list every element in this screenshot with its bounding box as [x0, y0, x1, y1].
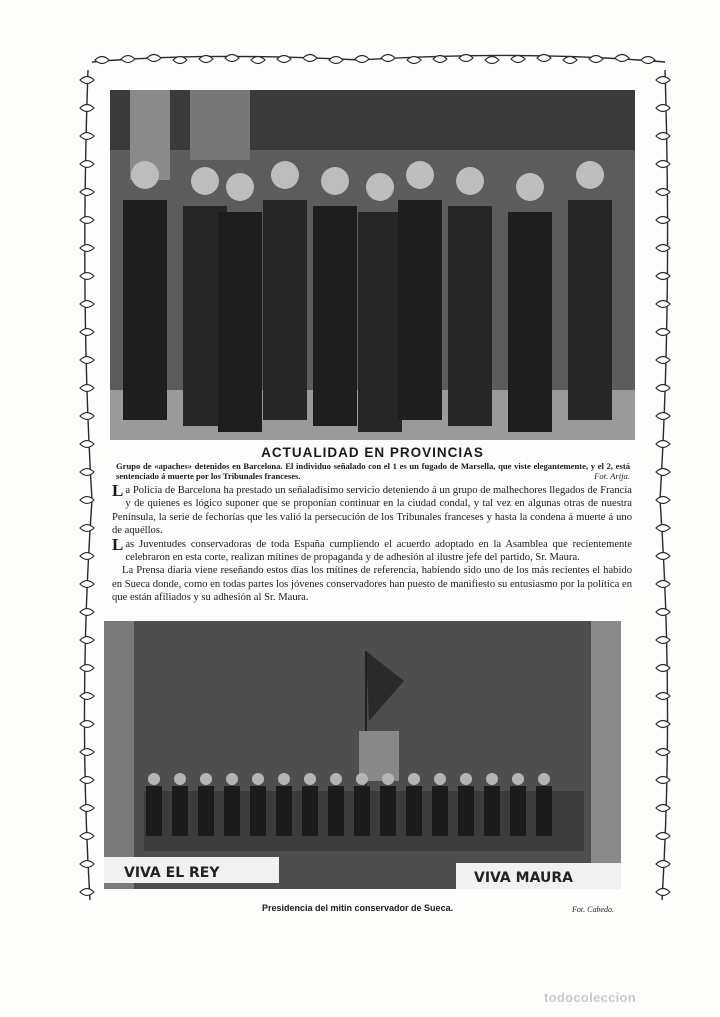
leaf-ornament	[381, 55, 395, 62]
leaf-ornament	[80, 693, 94, 700]
leaf-ornament	[656, 777, 670, 784]
leaf-ornament	[656, 189, 670, 196]
leaf-ornament	[433, 56, 447, 63]
paragraph-text: La Prensa diaria viene reseñando estos días los mítines de referencia, habiendo sido uno de los más recientes el habido en Sueca donde, como en todas partes los jóvenes conservadores han puesto de manifiesto su entusiasmo por la política en que están afiliados y su adhesión al Sr. Maura.	[112, 565, 632, 604]
leaf-ornament	[656, 693, 670, 700]
leaf-ornament	[407, 57, 421, 64]
leaf-ornament	[80, 329, 94, 336]
figure-head	[456, 167, 484, 195]
leaf-ornament	[80, 133, 94, 140]
leaf-ornament	[656, 105, 670, 112]
dropcap: L	[112, 534, 124, 554]
figure-body	[406, 786, 422, 836]
leaf-ornament	[656, 861, 670, 868]
leaf-ornament	[80, 301, 94, 308]
leaf-ornament	[80, 245, 94, 252]
figure-head	[576, 161, 604, 189]
figure-head	[382, 773, 394, 785]
figure-body	[508, 212, 552, 432]
leaf-ornament	[80, 805, 94, 812]
leaf-ornament	[303, 55, 317, 62]
figure-body	[224, 786, 240, 836]
leaf-ornament	[80, 581, 94, 588]
leaf-ornament	[147, 55, 161, 62]
figure-head	[321, 167, 349, 195]
leaf-ornament	[80, 385, 94, 392]
leaf-ornament	[80, 721, 94, 728]
leaf-ornament	[656, 273, 670, 280]
figure-body	[146, 786, 162, 836]
figure-body	[250, 786, 266, 836]
leaf-ornament	[656, 385, 670, 392]
figure-body	[328, 786, 344, 836]
leaf-ornament	[80, 609, 94, 616]
figure-head	[366, 173, 394, 201]
figure-head	[512, 773, 524, 785]
figure-body	[380, 786, 396, 836]
group-photo	[110, 90, 635, 440]
leaf-ornament	[656, 497, 670, 504]
leaf-ornament	[656, 525, 670, 532]
leaf-ornament	[656, 637, 670, 644]
leaf-ornament	[251, 57, 265, 64]
leaf-ornament	[589, 56, 603, 63]
figure-head	[408, 773, 420, 785]
leaf-ornament	[80, 357, 94, 364]
bottom-credit: Fot. Cabedo.	[572, 905, 614, 914]
figure-head	[538, 773, 550, 785]
leaf-ornament	[173, 57, 187, 64]
figure-head	[252, 773, 264, 785]
leaf-ornament	[656, 665, 670, 672]
leaf-ornament	[80, 273, 94, 280]
figure-head	[271, 161, 299, 189]
paragraph-text: as Juventudes conservadoras de toda España cumpliendo el acuerdo adoptado en la Asamblea que recientemente celebraron en esta corte, realizan mítines de propaganda y de adhesión al ilustre jefe del partido, Sr. Maura.	[125, 538, 632, 564]
photo-credit: Fot. Arija.	[594, 471, 630, 481]
photo-caption	[116, 461, 630, 481]
leaf-ornament	[80, 217, 94, 224]
figure-head	[406, 161, 434, 189]
leaf-ornament	[80, 889, 94, 896]
leaf-ornament	[656, 329, 670, 336]
leaf-ornament	[656, 245, 670, 252]
paragraph	[112, 534, 632, 565]
leaf-ornament	[80, 637, 94, 644]
leaf-ornament	[121, 56, 135, 63]
leaf-ornament	[656, 217, 670, 224]
figure-body	[218, 212, 262, 432]
paragraph-text: a Policía de Barcelona ha prestado un señaladísimo servicio deteniendo á un grupo de malhechores llegados de Francia y de quienes es lógico suponer que se proponían continuar en la ciudad condal, y tal vez en algunas otras de nuestra Península, la serie de fechorías que les valió la persecución de los Tribunales franceses y hasta la condena á muerte á uno de aquéllos.	[112, 485, 632, 537]
figure-body	[358, 212, 402, 432]
figure-body	[276, 786, 292, 836]
leaf-ornament	[563, 57, 577, 64]
leaf-ornament	[225, 55, 239, 62]
figure-head	[191, 167, 219, 195]
figure-body	[398, 200, 442, 420]
figure-body	[458, 786, 474, 836]
headline: ACTUALIDAD EN PROVINCIAS	[261, 445, 484, 460]
figure-body	[123, 200, 167, 420]
leaf-ornament	[656, 301, 670, 308]
figure-head	[356, 773, 368, 785]
leaf-ornament	[80, 665, 94, 672]
banner-left: VIVA EL REY	[124, 865, 220, 881]
leaf-ornament	[656, 889, 670, 896]
paragraph	[112, 481, 632, 538]
leaf-ornament	[80, 553, 94, 560]
leaf-ornament	[656, 413, 670, 420]
figure-head	[131, 161, 159, 189]
leaf-ornament	[80, 777, 94, 784]
figure-body	[302, 786, 318, 836]
leaf-ornament	[80, 469, 94, 476]
figure-head	[148, 773, 160, 785]
leaf-ornament	[656, 721, 670, 728]
figure-body	[172, 786, 188, 836]
figure-head	[226, 773, 238, 785]
leaf-ornament	[80, 77, 94, 84]
dropcap: L	[112, 481, 124, 500]
leaf-ornament	[80, 833, 94, 840]
leaf-ornament	[329, 57, 343, 64]
leaf-ornament	[80, 525, 94, 532]
figure-body	[448, 206, 492, 426]
figure-head	[486, 773, 498, 785]
leaf-ornament	[656, 357, 670, 364]
figure-body	[432, 786, 448, 836]
leaf-ornament	[641, 57, 655, 64]
leaf-ornament	[80, 413, 94, 420]
leaf-ornament	[80, 161, 94, 168]
watermark: todocoleccion	[544, 990, 637, 1005]
leaf-ornament	[656, 833, 670, 840]
leaf-ornament	[277, 56, 291, 63]
leaf-ornament	[80, 749, 94, 756]
figure-body	[313, 206, 357, 426]
leaf-ornament	[80, 189, 94, 196]
meeting-photo	[104, 621, 621, 889]
leaf-ornament	[656, 581, 670, 588]
leaf-ornament	[656, 749, 670, 756]
leaf-ornament	[80, 105, 94, 112]
figure-head	[330, 773, 342, 785]
leaf-ornament	[656, 805, 670, 812]
leaf-ornament	[511, 56, 525, 63]
figure-body	[354, 786, 370, 836]
figure-head	[200, 773, 212, 785]
caption-text: Grupo de «apaches» detenidos en Barcelona. El individuo señalado con el 1 es un fugado de Marsella, que viste elegantemente, y el 2, está sentenciado á muerte por los Tribunales franceses.	[116, 461, 630, 481]
figure-body	[263, 200, 307, 420]
figure-head	[226, 173, 254, 201]
figure-head	[278, 773, 290, 785]
leaf-ornament	[199, 56, 213, 63]
article-body	[112, 481, 632, 605]
leaf-ornament	[656, 609, 670, 616]
leaf-ornament	[80, 441, 94, 448]
leaf-ornament	[80, 861, 94, 868]
figure-head	[304, 773, 316, 785]
leaf-ornament	[656, 441, 670, 448]
leaf-ornament	[95, 57, 109, 64]
figure-head	[174, 773, 186, 785]
figure-head	[516, 173, 544, 201]
leaf-ornament	[355, 56, 369, 63]
leaf-ornament	[485, 57, 499, 64]
figure-head	[434, 773, 446, 785]
bottom-caption: Presidencia del mitin conservador de Sueca.	[262, 903, 454, 913]
leaf-ornament	[615, 55, 629, 62]
leaf-ornament	[459, 55, 473, 62]
leaf-ornament	[656, 161, 670, 168]
leaf-ornament	[656, 133, 670, 140]
banner-right: VIVA MAURA	[474, 870, 573, 886]
figure-body	[484, 786, 500, 836]
figure-head	[460, 773, 472, 785]
figure-body	[536, 786, 552, 836]
leaf-ornament	[656, 553, 670, 560]
figure-body	[568, 200, 612, 420]
figure-body	[510, 786, 526, 836]
figure-body	[198, 786, 214, 836]
leaf-ornament	[537, 55, 551, 62]
leaf-ornament	[656, 77, 670, 84]
paragraph	[112, 564, 632, 604]
leaf-ornament	[656, 469, 670, 476]
